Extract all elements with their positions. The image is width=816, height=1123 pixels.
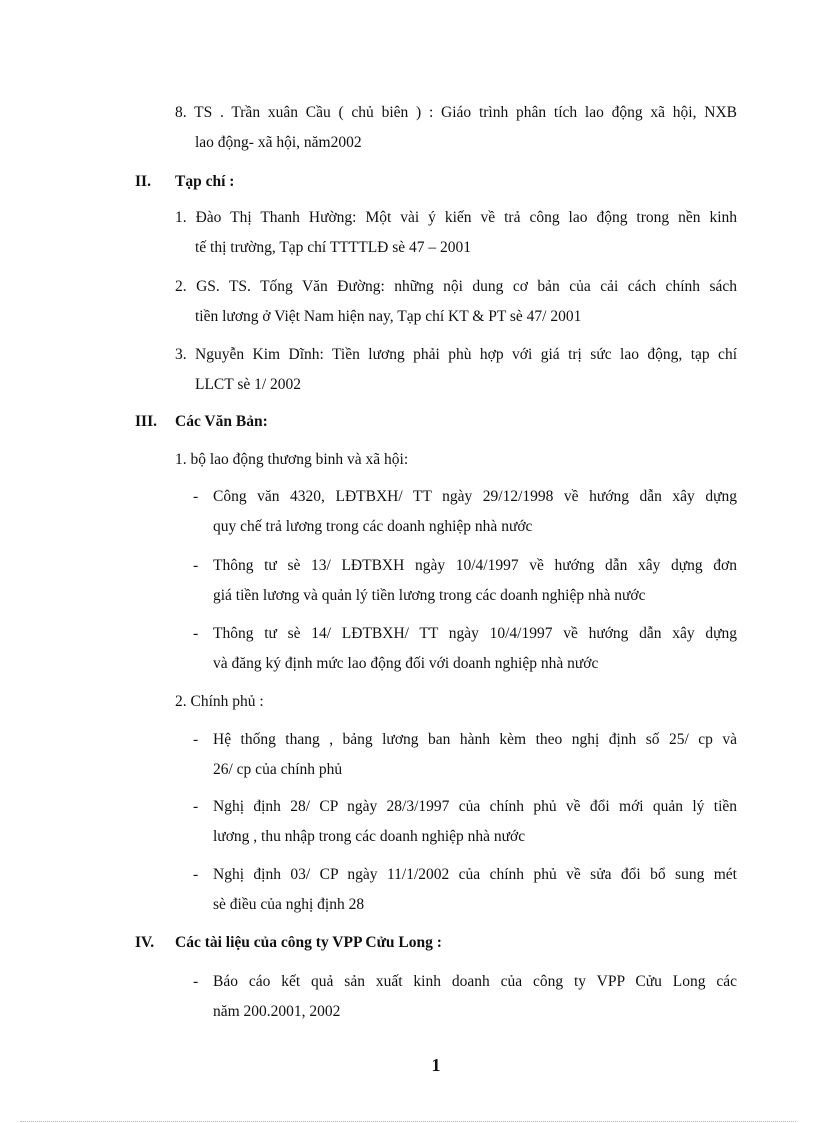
document-2c-line-2: sè điều của nghị định 28 bbox=[213, 896, 365, 913]
document-2c-line-1: Nghị định 03/ CP ngày 11/1/2002 của chính phủ về sửa đổi bổ sung mét bbox=[213, 866, 737, 883]
government-heading: 2. Chính phủ : bbox=[175, 693, 264, 710]
page-number: 1 bbox=[431, 1055, 441, 1075]
reference-8-line-1: 8. TS . Trần xuân Cầu ( chủ biên ) : Giáo trình phân tích lao động xã hội, NXB bbox=[175, 104, 737, 121]
document-1b-line-1: Thông tư sè 13/ LĐTBXH ngày 10/4/1997 về hướng dẫn xây dựng đơn bbox=[213, 557, 737, 574]
company-doc-line-1: Báo cáo kết quả sản xuất kinh doanh của công ty VPP Cửu Long các bbox=[213, 973, 737, 990]
document-1b-line-2: giá tiền lương và quản lý tiền lương trong các doanh nghiệp nhà nước bbox=[213, 587, 646, 604]
list-dash: - bbox=[193, 798, 199, 815]
list-dash: - bbox=[193, 731, 199, 748]
section-3-title: Các Văn Bản: bbox=[175, 413, 268, 430]
journal-2-line-2: tiền lương ở Việt Nam hiện nay, Tạp chí KT & PT sè 47/ 2001 bbox=[195, 308, 582, 325]
list-dash: - bbox=[193, 488, 199, 505]
section-2-title: Tạp chí : bbox=[175, 173, 235, 190]
section-3-number: III. bbox=[135, 413, 157, 430]
section-4-number: IV. bbox=[135, 934, 155, 951]
list-dash: - bbox=[193, 973, 199, 990]
document-2a-line-2: 26/ cp của chính phủ bbox=[213, 761, 343, 778]
journal-1-line-2: tế thị trường, Tạp chí TTTTLĐ sè 47 – 2001 bbox=[195, 239, 472, 256]
document-1c-line-2: và đăng ký định mức lao động đối với doanh nghiệp nhà nước bbox=[213, 655, 599, 672]
document-1a-line-1: Công văn 4320, LĐTBXH/ TT ngày 29/12/1998 về hướng dẫn xây dựng bbox=[213, 488, 737, 505]
list-dash: - bbox=[193, 557, 199, 574]
document-1c-line-1: Thông tư sè 14/ LĐTBXH/ TT ngày 10/4/1997 về hướng dẫn xây dựng bbox=[213, 625, 737, 642]
section-4-title: Các tài liệu của công ty VPP Cửu Long : bbox=[175, 934, 442, 951]
document-2a-line-1: Hệ thống thang , bảng lương ban hành kèm theo nghị định số 25/ cp và bbox=[213, 731, 737, 748]
document-2b-line-1: Nghị định 28/ CP ngày 28/3/1997 của chính phủ về đổi mới quản lý tiền bbox=[213, 798, 737, 815]
document-1a-line-2: quy chế trả lương trong các doanh nghiệp nhà nước bbox=[213, 518, 533, 535]
journal-3-line-1: 3. Nguyễn Kim Dĩnh: Tiền lương phải phù hợp với giá trị sức lao động, tạp chí bbox=[175, 346, 737, 363]
document-2b-line-2: lương , thu nhập trong các doanh nghiệp nhà nước bbox=[213, 828, 526, 845]
ministry-heading: 1. bộ lao động thương binh và xã hội: bbox=[175, 451, 409, 468]
page-bottom-divider bbox=[20, 1121, 796, 1122]
reference-8-line-2: lao động- xã hội, năm2002 bbox=[195, 134, 362, 151]
journal-3-line-2: LLCT sè 1/ 2002 bbox=[195, 376, 302, 393]
company-doc-line-2: năm 200.2001, 2002 bbox=[213, 1003, 341, 1020]
list-dash: - bbox=[193, 866, 199, 883]
section-2-number: II. bbox=[135, 173, 151, 190]
journal-2-line-1: 2. GS. TS. Tống Văn Đường: những nội dung cơ bản của cải cách chính sách bbox=[175, 278, 737, 295]
journal-1-line-1: 1. Đào Thị Thanh Hường: Một vài ý kiến về trả công lao động trong nền kinh bbox=[175, 209, 737, 226]
list-dash: - bbox=[193, 625, 199, 642]
